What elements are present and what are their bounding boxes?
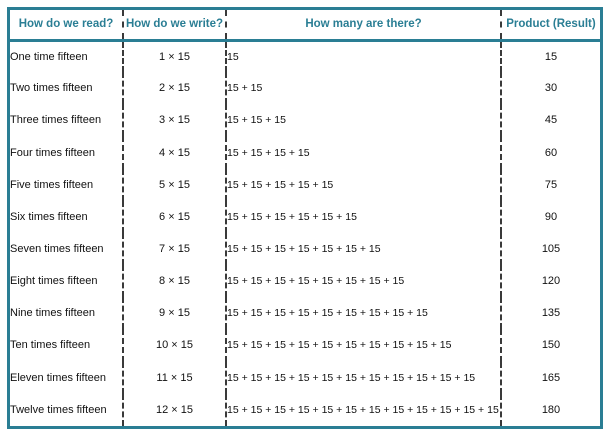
cell-many: 15 + 15 + 15 xyxy=(226,104,501,136)
cell-product: 150 xyxy=(541,339,561,352)
cell-many: 15 + 15 + 15 + 15 + 15 + 15 xyxy=(226,201,501,233)
column-header-product: Product (Result) xyxy=(501,10,600,40)
table-row xyxy=(10,329,600,361)
table-row xyxy=(10,265,600,297)
multiplication-table-frame xyxy=(7,7,603,429)
cell-many: 15 + 15 + 15 + 15 + 15 + 15 + 15 + 15 + 15 xyxy=(226,297,501,329)
cell-many: 15 xyxy=(226,40,501,72)
cell-write: 9 × 15 xyxy=(123,297,226,329)
table-row xyxy=(10,40,600,72)
table-body xyxy=(10,40,600,426)
cell-read: One time fifteen xyxy=(10,40,123,72)
cell-many: 15 + 15 + 15 + 15 xyxy=(226,136,501,168)
table-row xyxy=(10,394,600,426)
cell-read: Ten times fifteen xyxy=(10,329,123,361)
table-row xyxy=(10,233,600,265)
multiplication-table xyxy=(10,10,600,426)
cell-product: 120 xyxy=(541,275,561,288)
table-row xyxy=(10,136,600,168)
cell-many: 15 + 15 + 15 + 15 + 15 + 15 + 15 + 15 + 15 + 15 + 15 + 15 xyxy=(226,394,501,426)
column-header-read: How do we read? xyxy=(10,10,123,40)
cell-many: 15 + 15 + 15 + 15 + 15 xyxy=(226,169,501,201)
cell-write: 4 × 15 xyxy=(123,136,226,168)
cell-product: 30 xyxy=(544,82,558,95)
cell-many: 15 + 15 + 15 + 15 + 15 + 15 + 15 + 15 + 15 + 15 + 15 xyxy=(226,362,501,394)
column-header-many: How many are there? xyxy=(226,10,501,40)
cell-product: 60 xyxy=(544,146,558,159)
column-header-write: How do we write? xyxy=(123,10,226,40)
cell-write: 2 × 15 xyxy=(123,72,226,104)
cell-read: Eight times fifteen xyxy=(10,265,123,297)
cell-many: 15 + 15 + 15 + 15 + 15 + 15 + 15 xyxy=(226,233,501,265)
cell-product: 75 xyxy=(544,178,558,191)
cell-product: 135 xyxy=(541,307,561,320)
cell-read: Four times fifteen xyxy=(10,136,123,168)
table-row xyxy=(10,169,600,201)
cell-product: 90 xyxy=(544,210,558,223)
cell-product: 180 xyxy=(541,403,561,416)
table-header-row xyxy=(10,10,600,40)
cell-read: Nine times fifteen xyxy=(10,297,123,329)
table-row xyxy=(10,201,600,233)
cell-read: Three times fifteen xyxy=(10,104,123,136)
cell-write: 11 × 15 xyxy=(123,362,226,394)
cell-read: Eleven times fifteen xyxy=(10,362,123,394)
cell-many: 15 + 15 xyxy=(226,72,501,104)
cell-write: 12 × 15 xyxy=(123,394,226,426)
cell-write: 1 × 15 xyxy=(123,40,226,72)
cell-write: 6 × 15 xyxy=(123,201,226,233)
cell-product: 15 xyxy=(544,50,558,63)
cell-product: 45 xyxy=(544,114,558,127)
cell-read: Six times fifteen xyxy=(10,201,123,233)
cell-write: 3 × 15 xyxy=(123,104,226,136)
cell-product: 105 xyxy=(541,243,561,256)
table-row xyxy=(10,297,600,329)
table-row xyxy=(10,72,600,104)
cell-read: Five times fifteen xyxy=(10,169,123,201)
cell-read: Two times fifteen xyxy=(10,72,123,104)
cell-read: Twelve times fifteen xyxy=(10,394,123,426)
cell-product: 165 xyxy=(541,371,561,384)
cell-write: 8 × 15 xyxy=(123,265,226,297)
cell-write: 7 × 15 xyxy=(123,233,226,265)
cell-many: 15 + 15 + 15 + 15 + 15 + 15 + 15 + 15 + 15 + 15 xyxy=(226,329,501,361)
table-header xyxy=(10,10,600,40)
cell-write: 10 × 15 xyxy=(123,329,226,361)
table-row xyxy=(10,362,600,394)
cell-write: 5 × 15 xyxy=(123,169,226,201)
cell-many: 15 + 15 + 15 + 15 + 15 + 15 + 15 + 15 xyxy=(226,265,501,297)
cell-read: Seven times fifteen xyxy=(10,233,123,265)
table-row xyxy=(10,104,600,136)
